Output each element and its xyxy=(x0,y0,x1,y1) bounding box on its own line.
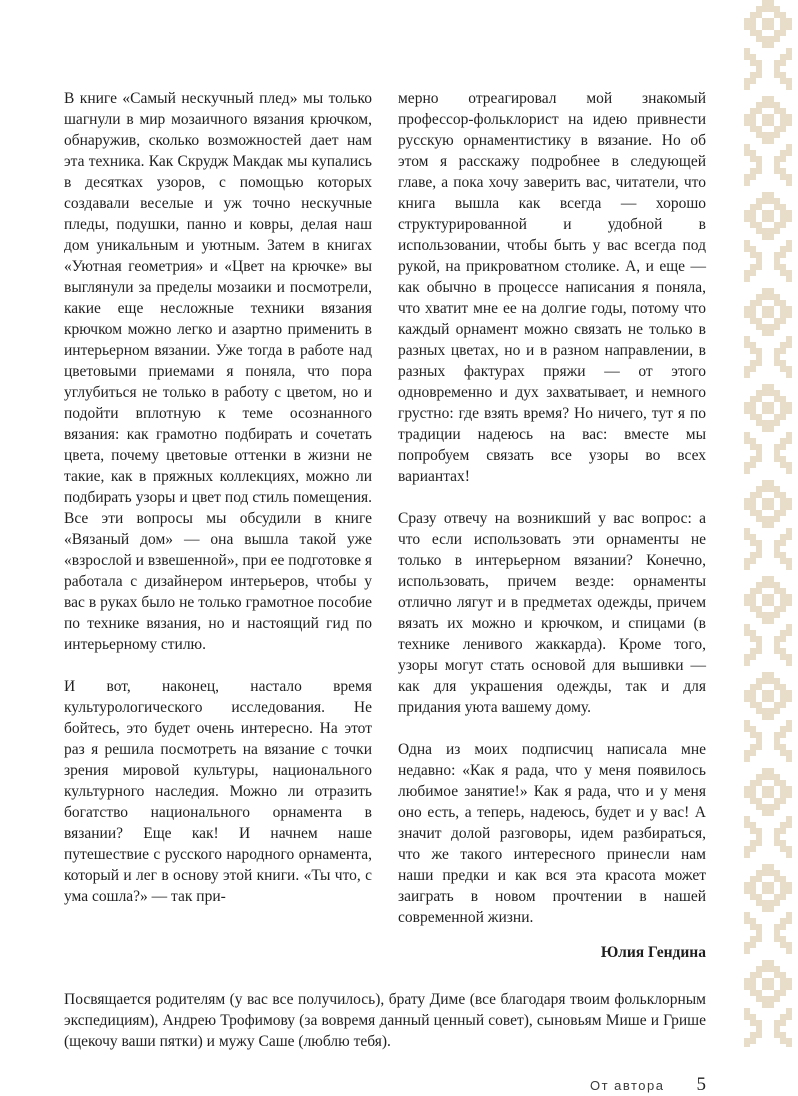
paragraph: Одна из моих подписчиц написала мне недавно: «Как я рада, что у меня появилось любимое занятие!» Как я рада, что и у меня оно есть, а теперь, надеюсь, будет и у вас! А значит долой разговоры, идем разбираться, что же такого интересного принесли нам наши предки и как вся эта красота может заиграть в новом прочтении в нашей современной жизни. xyxy=(398,741,706,926)
knit-ornament-border-icon xyxy=(744,0,792,1047)
text-columns xyxy=(64,88,706,963)
right-column xyxy=(398,88,706,963)
paragraph: мерно отреагировал мой знакомый профессор-фольклорист на идею привнести русскую орнаментистику в вязание. Но об этом я расскажу подробнее в следующей главе, а пока хочу заверить вас, читатели, что книга вышла как всегда — хорошо структурированной и удобной в использовании, чтобы быть у вас всегда под рукой, на прикроватном столике. А, и еще — как обычно в процессе написания я поняла, что хватит мне ее на долгие годы, потому что каждый орнамент можно связать не только в разных цветах, но и в разном направлении, в разных фактурах пряжи — от этого одновременно и дух захватывает, и немного грустно: где взять время? Но ничего, тут я по традиции надеюсь на вас: вместе мы попробуем связать все узоры во всех вариантах! xyxy=(398,90,706,485)
footer-section-label: От автора xyxy=(589,1078,665,1093)
left-column xyxy=(64,88,372,963)
page-content xyxy=(64,88,706,1096)
page-footer xyxy=(64,1074,706,1096)
author-signature: Юлия Гендина xyxy=(600,944,706,961)
page-number: 5 xyxy=(696,1074,706,1095)
paragraph: Сразу отвечу на возникший у вас вопрос: а что если использовать эти орнаменты не только в интерьерном вязании? Конечно, использовать, причем везде: орнаменты отлично лягут и в предметах одежды, причем вязать их можно и крючком, и спицами (в технике ленивого жаккарда). Кроме того, узоры могут стать основой для вышивки — как для украшения одежды, так и для придания уюта вашему дому. xyxy=(398,510,706,716)
paragraph: В книге «Самый нескучный плед» мы только шагнули в мир мозаичного вязания крючком, обнаружив, сколько возможностей дает нам эта техника. Как Скрудж Макдак мы купались в десятках узоров, с помощью которых создавали веселые и уж точно нескучные пледы, подушки, панно и ковры, делая наш дом уникальным и уютным. Затем в книгах «Уютная геометрия» и «Цвет на крючке» вы выглянули за пределы мозаики и посмотрели, какие еще несложные техники вязания крючком можно легко и азартно применить в интерьерном вязании. Уже тогда в работе над цветовыми приемами я поняла, что пора углубиться не только в работу с цветом, но и подойти вплотную к теме осознанного вязания: как грамотно подбирать и сочетать цвета, почему цветовые оттенки в жизни не такие, как в пряжных коллекциях, можно ли подбирать узоры и цвет под стиль помещения. Все эти вопросы мы обсудили в книге «Вязаный дом» — она вышла такой уже «взрослой и взвешенной», при ее подготовке я работала с дизайнером интерьеров, чтобы у вас в руках было не только грамотное пособие по технике вязания, но и настоящий гид по интерьерному стилю. xyxy=(64,90,372,653)
dedication-text: Посвящается родителям (у вас все получилось), брату Диме (все благодаря твоим фольклорным экспедициям), Андрею Трофимову (за вовремя данный ценный совет), сыновьям Мише и Грише (щекочу ваши пятки) и мужу Саше (люблю тебя). xyxy=(64,991,706,1050)
paragraph: И вот, наконец, настало время культурологического исследования. Не бойтесь, это будет очень интересно. На этот раз я решила посмотреть на вязание с точки зрения мировой культуры, национального культурного наследия. Можно ли отразить богатство национального орнамента в вязании? Еще как! И начнем наше путешествие с русского народного орнамента, который и лег в основу этой книги. «Ты что, с ума сошла?» — так при- xyxy=(64,678,372,905)
